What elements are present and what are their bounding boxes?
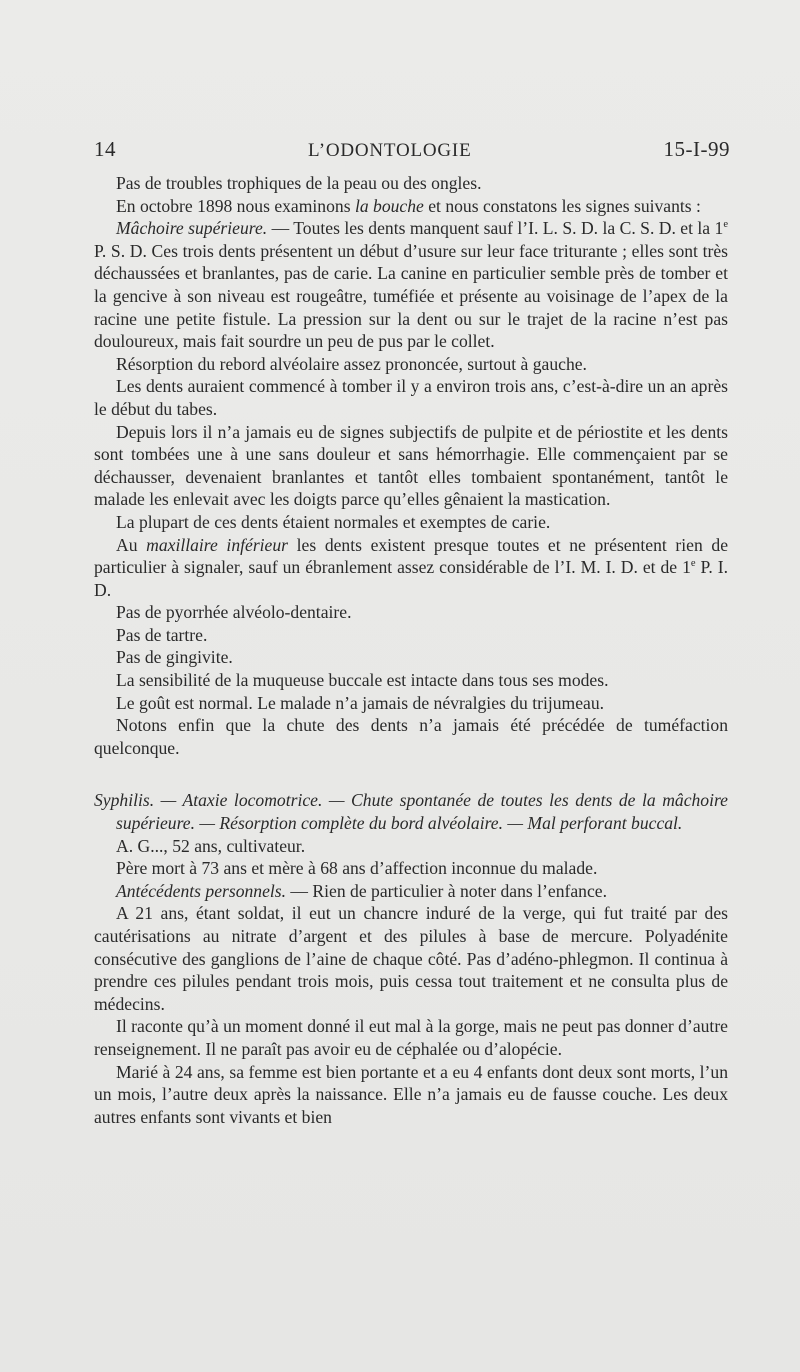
superscript: e <box>723 219 728 231</box>
text-run: P. I. D. <box>94 557 728 600</box>
text-run: — Toutes les dents manquent sauf l’I. L. S. D. la C. S. D. et la 1 <box>267 218 724 239</box>
text-run: Résorption du rebord alvéolaire assez prononcée, surtout à gauche. <box>116 353 587 374</box>
paragraph <box>94 692 728 715</box>
journal-title: L’ODONTOLOGIE <box>308 140 472 161</box>
paragraph <box>94 421 728 511</box>
paragraph <box>94 375 728 420</box>
issue-date: 15-I-99 <box>663 137 730 161</box>
paragraph <box>94 195 728 218</box>
paragraph <box>94 1061 728 1129</box>
paragraph <box>94 880 728 903</box>
text-run: A. G..., 52 ans, cultivateur. <box>116 835 306 856</box>
text-run: Il raconte qu’à un moment donné il eut mal à la gorge, mais ne peut pas donner d’autre renseignement. Il ne paraît pas avoir eu de céphalée ou d’alopécie. <box>94 1016 728 1059</box>
text-run: Pas de pyorrhée alvéolo-dentaire. <box>116 602 352 623</box>
text-run: Pas de gingivite. <box>116 647 233 668</box>
italic-text: Antécédents personnels. <box>116 880 287 901</box>
text-run: Au <box>116 534 147 555</box>
text-run: — Rien de particulier à noter dans l’enfance. <box>286 880 607 901</box>
paragraph <box>94 646 728 669</box>
paragraph <box>94 353 728 376</box>
text-run: Le goût est normal. Le malade n’a jamais de névralgies du trijumeau. <box>116 692 605 713</box>
page-number: 14 <box>94 137 116 161</box>
text-run: Marié à 24 ans, sa femme est bien portante et a eu 4 enfants dont deux sont morts, l’un un mois, l’autre deux après la naissance. Elle n’a jamais eu de fausse couche. Les deux autres enfants sont vivants et bien <box>94 1061 728 1127</box>
paragraph <box>94 624 728 647</box>
paragraph <box>94 902 728 1015</box>
text-run: et nous constatons les signes suivants : <box>423 195 701 216</box>
italic-text: Syphilis. — Ataxie locomotrice. — Chute spontanée de toutes les dents de la mâchoire supérieure. — Résorption complète du bord alvéolaire. — Mal perforant buccal. <box>94 790 728 834</box>
paragraph <box>94 217 728 353</box>
text-run: Notons enfin que la chute des dents n’a jamais été précédée de tuméfaction quelconque. <box>94 715 728 758</box>
paragraph <box>94 669 728 692</box>
paragraph <box>94 534 728 602</box>
text-run: La sensibilité de la muqueuse buccale est intacte dans tous ses modes. <box>116 670 609 691</box>
text-run: A 21 ans, étant soldat, il eut un chancre induré de la verge, qui fut traité par des cautérisations au nitrate d’argent et des pilules à base de mercure. Polyadénite consécutive des ganglions de l’aine de chaque côté. Pas d’adéno-phlegmon. Il continua à prendre ces pilules pendant trois mois, puis cessa tout traitement et ne consulta plus de médecins. <box>94 903 728 1014</box>
paragraph <box>94 511 728 534</box>
italic-text: la bouche <box>354 195 424 216</box>
section-spacer <box>94 759 728 789</box>
text-run: Depuis lors il n’a jamais eu de signes subjectifs de pulpite et de périostite et les dents sont tombées une à une sans douleur et sans hémorrhagie. Elle commençaient par se déchausser, devenaient branlantes et tantôt elles tombaient spontanément, tantôt le malade les enlevait avec les doigts parce qu’elles gênaient la mastication. <box>94 421 728 510</box>
paragraph <box>94 835 728 858</box>
text-run: En octobre 1898 nous examinons <box>116 195 355 216</box>
paragraph <box>94 601 728 624</box>
text-run: les dents existent presque toutes et ne présentent rien de particulier à signaler, sauf un ébranlement assez considérable de l’I. M. I. D. et de 1 <box>94 534 728 578</box>
paragraph <box>94 172 728 195</box>
running-header <box>94 137 730 165</box>
text-run: Père mort à 73 ans et mère à 68 ans d’affection inconnue du malade. <box>116 858 598 879</box>
italic-text: maxillaire inférieur <box>146 534 289 555</box>
text-run: Pas de tartre. <box>116 624 208 645</box>
paragraph <box>94 857 728 880</box>
case-heading <box>94 789 728 834</box>
text-run: La plupart de ces dents étaient normales et exemptes de carie. <box>116 511 551 532</box>
superscript: e <box>690 558 696 570</box>
paragraph <box>94 1015 728 1060</box>
text-run: Pas de troubles trophiques de la peau ou des ongles. <box>116 173 482 193</box>
italic-text: Mâchoire supérieure. <box>116 218 268 239</box>
text-run: Les dents auraient commencé à tomber il y a environ trois ans, c’est-à-dire un an après le début du tabes. <box>94 376 728 419</box>
body-text <box>94 172 728 1128</box>
paragraph <box>94 714 728 759</box>
text-run: P. S. D. Ces trois dents présentent un début d’usure sur leur face triturante ; elles sont très déchaussées et branlantes, pas de carie. La canine en particulier semble près de tomber et la gencive à son niveau est rougeâtre, tuméfiée et présente au voisinage de l’apex de la racine une petite fistule. La pression sur la dent ou sur le trajet de la racine n’est pas douloureux, mais fait sourdre un peu de pus par le collet. <box>94 240 728 352</box>
